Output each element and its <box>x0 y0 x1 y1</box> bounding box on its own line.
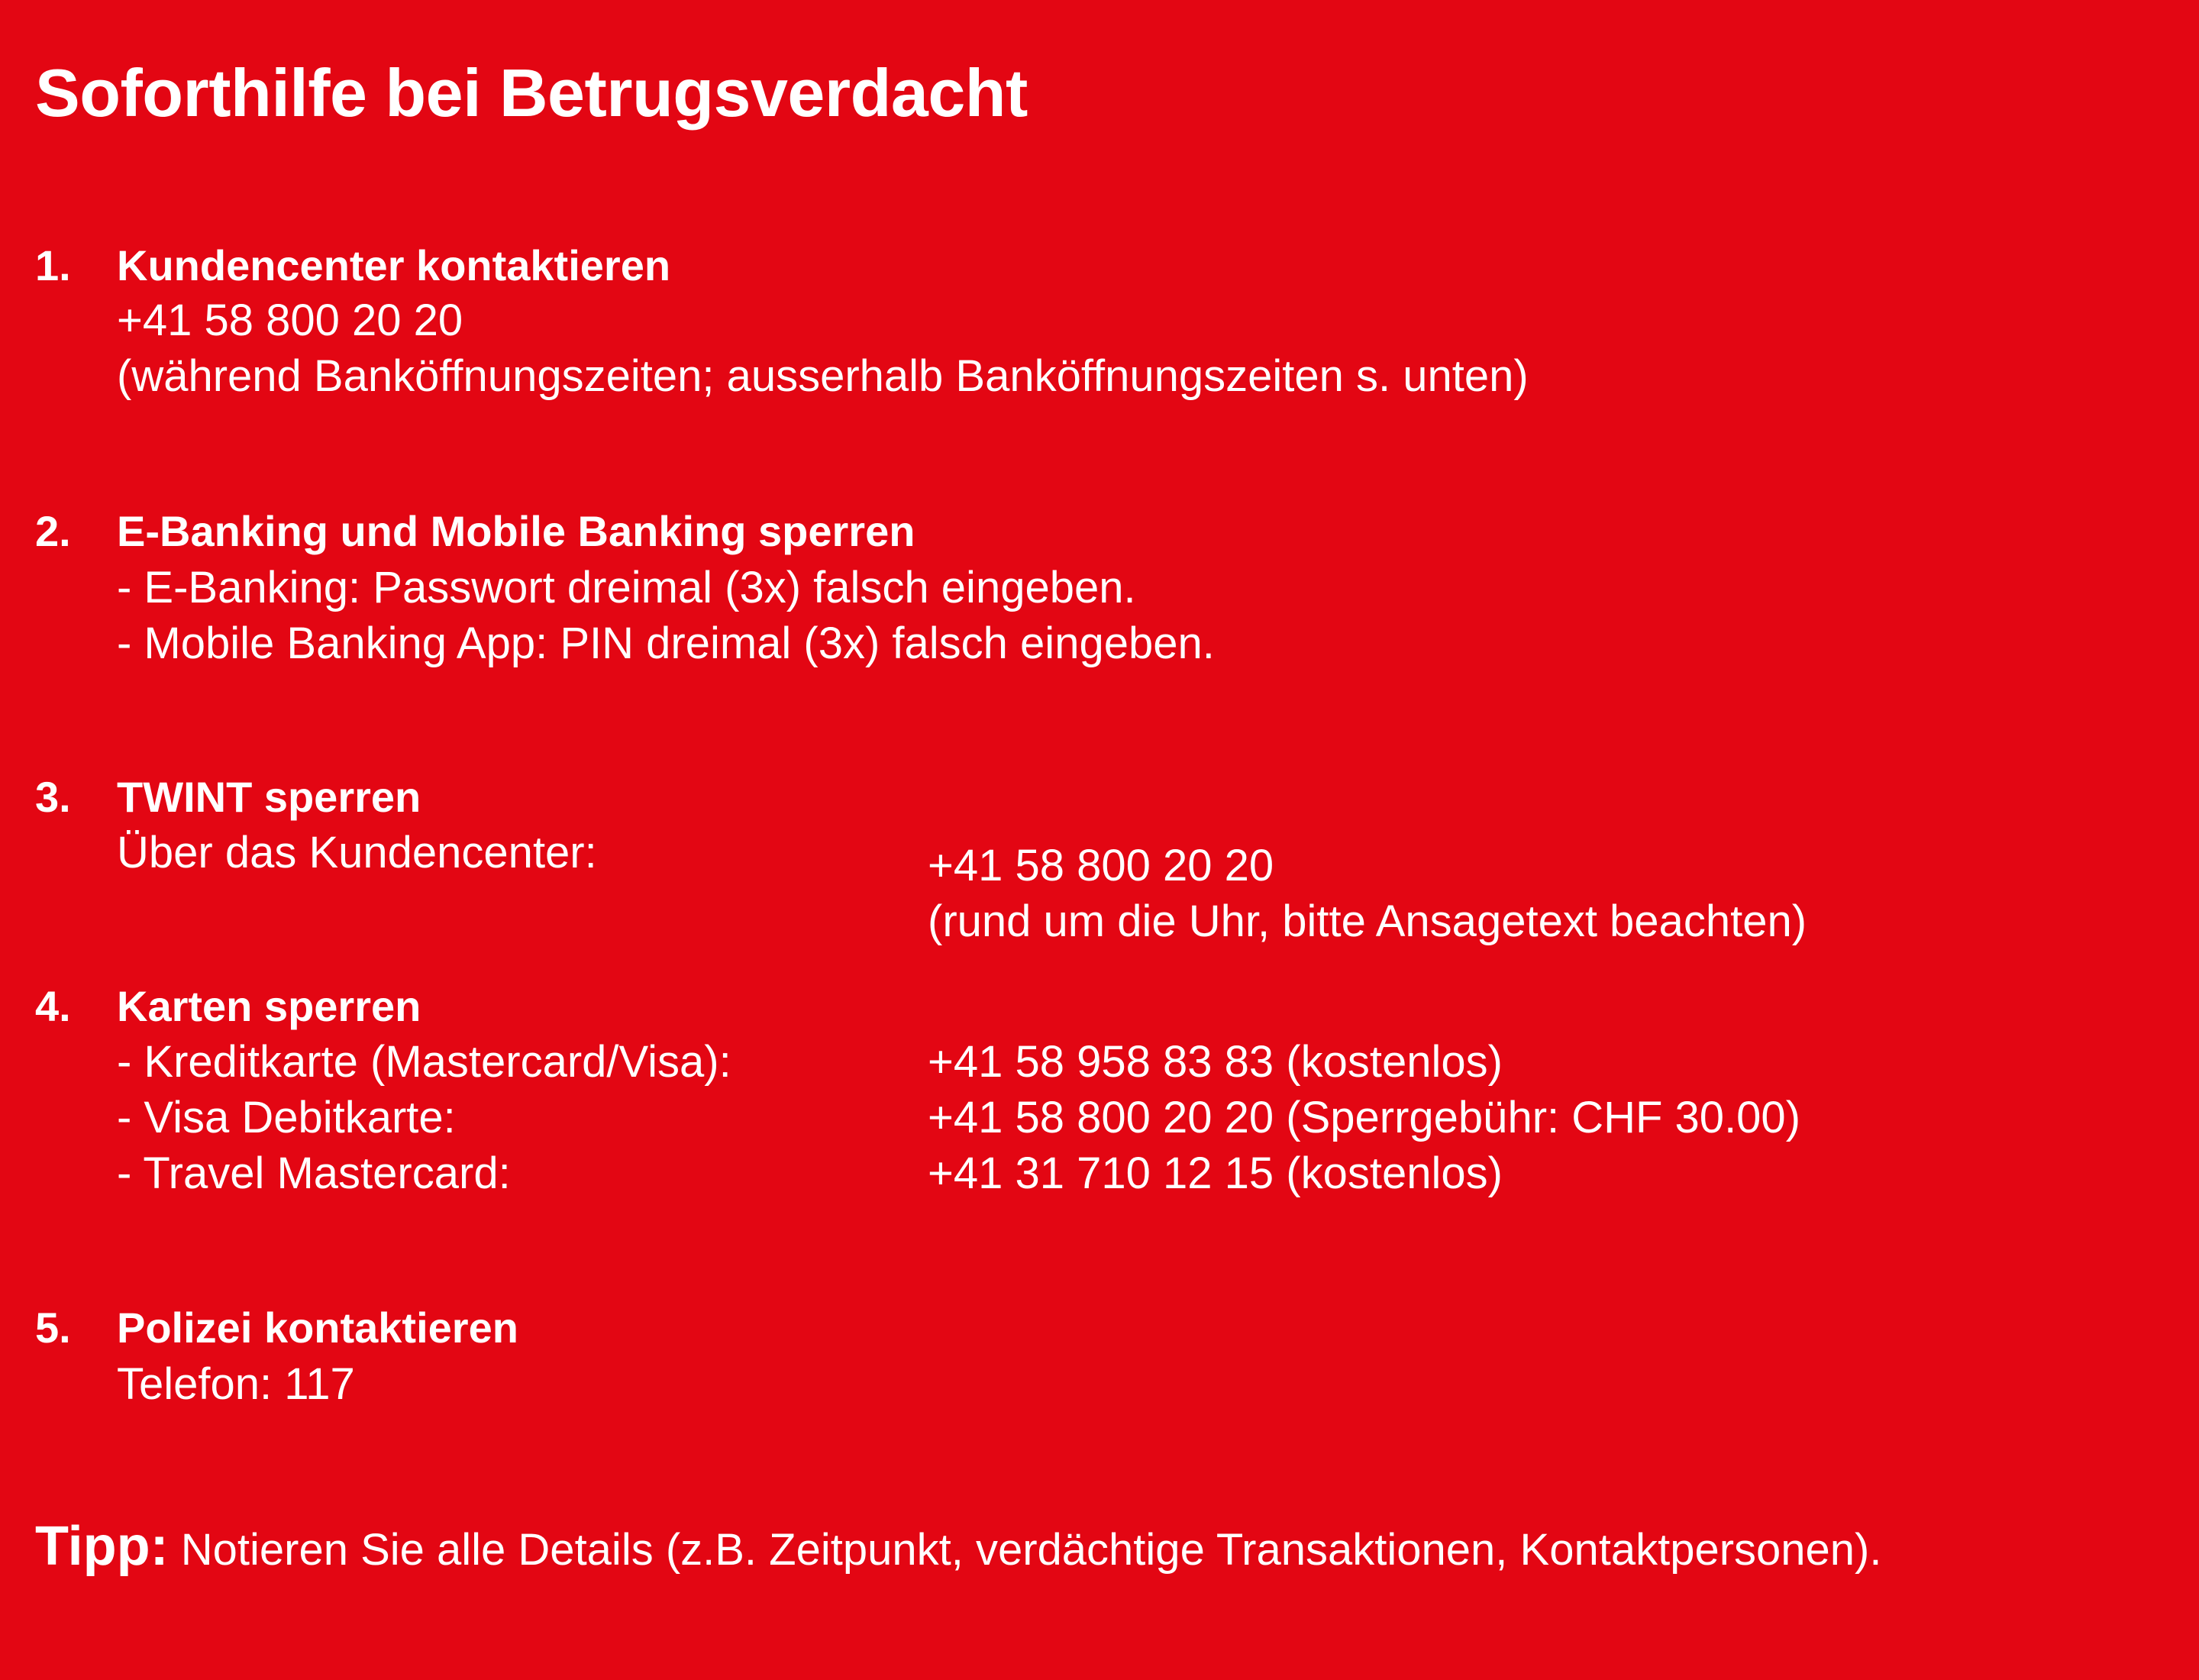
section-1-number: 1. <box>35 241 71 289</box>
section-1-phone: +41 58 800 20 20 <box>117 296 463 345</box>
card-row-value: +41 58 958 83 83 (kostenlos) <box>928 1037 1503 1087</box>
section-2-line-mobile: - Mobile Banking App: PIN dreimal (3x) falsch eingeben. <box>117 619 1215 668</box>
section-3-heading: TWINT sperren <box>117 773 421 821</box>
card-row-label: - Travel Mastercard: <box>117 1149 511 1198</box>
section-4-number: 4. <box>35 982 71 1030</box>
tip-text: Notieren Sie alle Details (z.B. Zeitpunkt, verdächtige Transaktionen, Kontaktpersonen). <box>168 1525 1882 1575</box>
tip-label: Tipp: <box>35 1516 169 1577</box>
section-4-heading: Karten sperren <box>117 982 421 1030</box>
section-1-note: (während Banköffnungszeiten; ausserhalb Banköffnungszeiten s. unten) <box>117 351 1529 401</box>
section-5-number: 5. <box>35 1304 71 1352</box>
section-3-label: Über das Kundencenter: <box>117 828 597 877</box>
card-row-label: - Kreditkarte (Mastercard/Visa): <box>117 1037 731 1087</box>
section-2-heading: E-Banking und Mobile Banking sperren <box>117 507 915 555</box>
page-title: Soforthilfe bei Betrugsverdacht <box>35 55 1028 131</box>
section-3-phone: +41 58 800 20 20 <box>928 841 1274 890</box>
section-5-phone: Telefon: 117 <box>117 1359 355 1409</box>
section-1-heading: Kundencenter kontaktieren <box>117 241 671 289</box>
card-row-value: +41 31 710 12 15 (kostenlos) <box>928 1149 1503 1198</box>
tip-line <box>35 1516 1881 1581</box>
section-2-number: 2. <box>35 507 71 555</box>
section-2-line-ebanking: - E-Banking: Passwort dreimal (3x) falsch eingeben. <box>117 563 1136 612</box>
card-row-label: - Visa Debitkarte: <box>117 1093 456 1142</box>
section-3-note: (rund um die Uhr, bitte Ansagetext beachten) <box>928 897 1807 946</box>
section-3-number: 3. <box>35 773 71 821</box>
card-row-value: +41 58 800 20 20 (Sperrgebühr: CHF 30.00) <box>928 1093 1801 1142</box>
section-5-heading: Polizei kontaktieren <box>117 1304 518 1352</box>
